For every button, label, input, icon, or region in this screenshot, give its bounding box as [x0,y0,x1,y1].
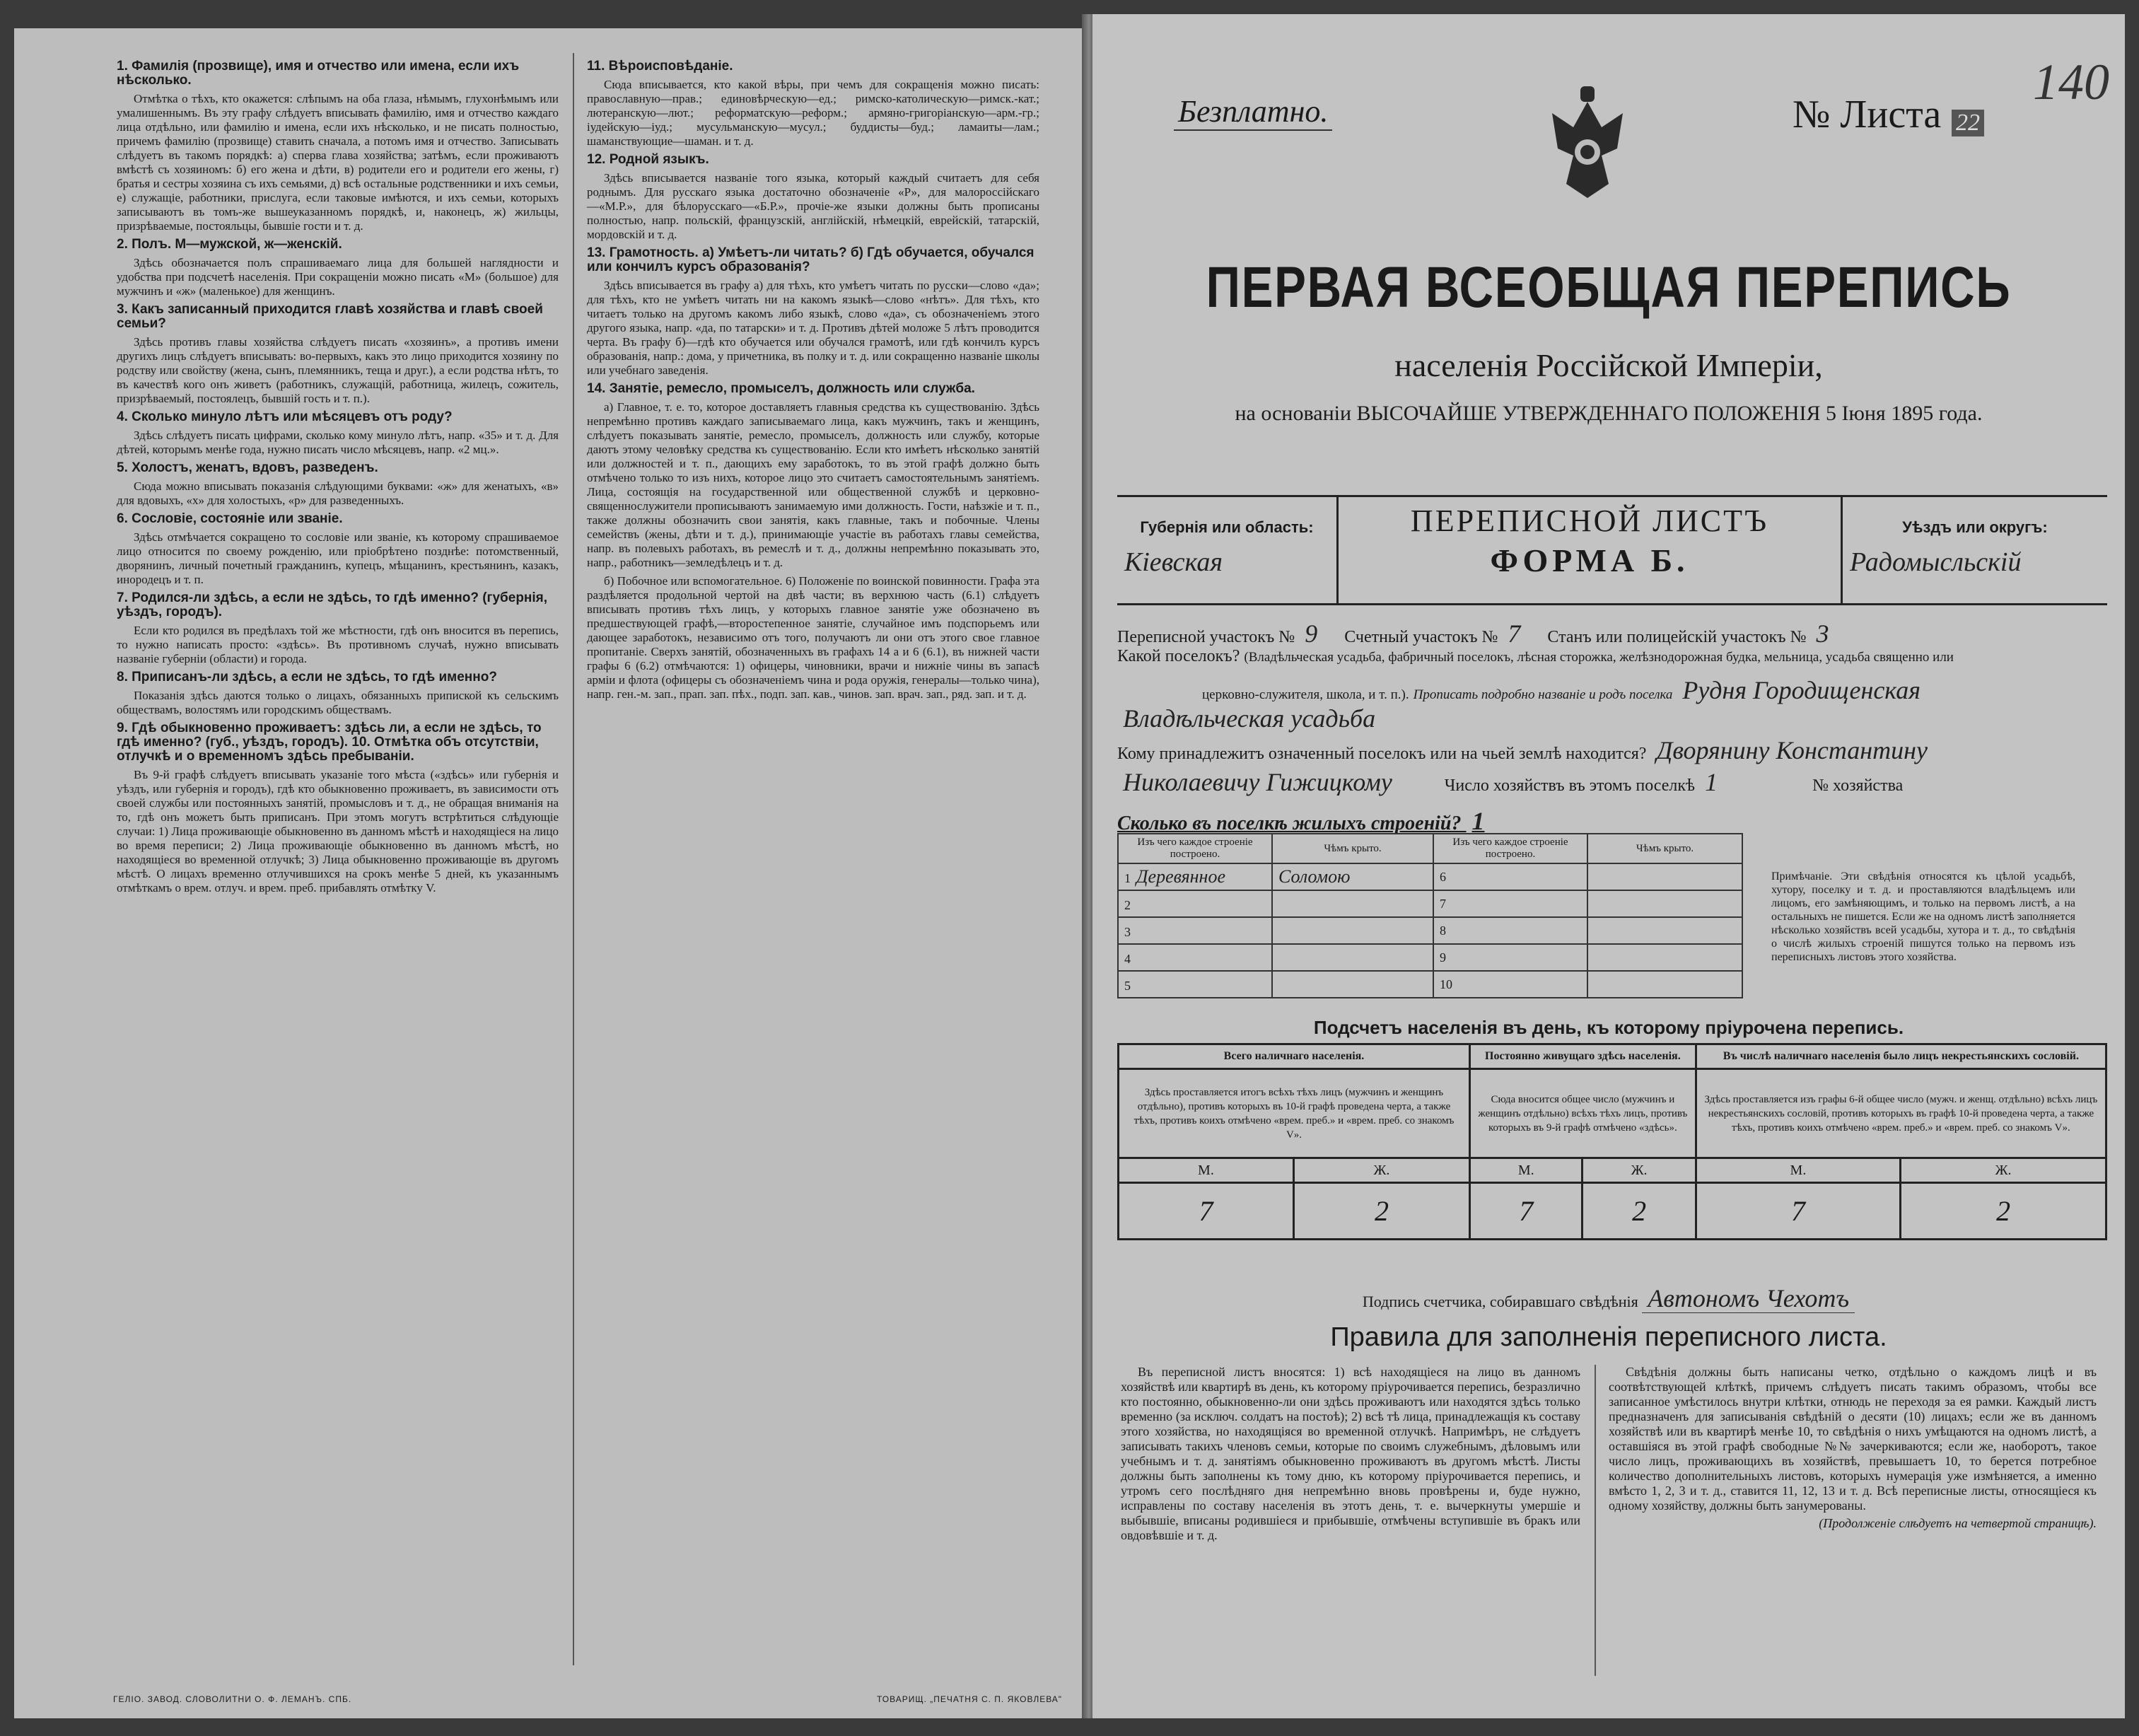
rules-divider [1595,1365,1596,1676]
female-label: Ж. [1293,1158,1469,1183]
pop-desc-permanent: Сюда вносится общее число (мужчинъ и женщинъ отдѣльно) всѣхъ тѣхъ лицъ, противъ которыхъ въ 9-й графѣ отмѣчено «здѣсь». [1469,1069,1696,1158]
pop-head-permanent: Постоянно живущаго здѣсь населенія. [1469,1044,1696,1069]
census-sheet-title: ПЕРЕПИСНОЙ ЛИСТЪ [1410,503,1769,538]
gubernia-cell [1117,497,1339,603]
census-district-value[interactable]: 9 [1305,619,1318,648]
building-roof-empty[interactable] [1587,890,1742,917]
settlement-hint-2: церковно-служителя, школа, и т. п.). [1202,687,1409,702]
uezd-label: Уѣздъ или округъ: [1902,518,2048,536]
pop-desc-total: Здѣсь проставляется итогъ всѣхъ тѣхъ лицъ (мужчинъ и женщинъ отдѣльно), противъ которыхъ въ 10-й графѣ проведена черта, а также тѣхъ, противъ коихъ отмѣчено «врем. преб.» и «врем. преб. со знакомъ V». [1119,1069,1470,1158]
buildings-table [1117,833,1743,998]
population-count-table [1117,1043,2107,1240]
households-value[interactable]: 1 [1705,768,1718,796]
owner-line [1117,735,1933,765]
gubernia-label: Губернія или область: [1140,518,1314,536]
gubernia-value[interactable]: Кіевская [1124,547,1223,577]
settlement-instruction: Прописать подробно названіе и родъ поселка [1413,687,1673,702]
building-roof-empty[interactable] [1587,944,1742,971]
building-material-cell[interactable] [1118,971,1272,998]
instruction-text: Здѣсь слѣдуетъ писать цифрами, сколько кому минуло лѣтъ, напр. «35» и т. д. Для дѣтей, которымъ менѣе года, нужно писать число мѣсяцевъ, напр. «2 мц.». [117,429,559,456]
buildings-head-roof-2: Чѣмъ крыто. [1587,834,1742,863]
archive-page-mark: 140 [2033,54,2109,110]
male-label: М. [1469,1158,1583,1183]
buildings-head-material-2: Изъ чего каждое строеніе построено. [1433,834,1587,863]
building-number-2: 7 [1433,890,1587,917]
form-legal-basis: на основаніи ВЫСОЧАЙШЕ УТВЕРЖДЕННАГО ПОЛОЖЕНІЯ 5 Іюня 1895 года. [1235,402,1983,425]
instruction-heading: 5. Холостъ, женатъ, вдовъ, разведенъ. [117,460,378,475]
rules-right-text: Свѣдѣнія должны быть написаны четко, отдѣльно о каждомъ лицѣ и въ соотвѣтствующей клѣткѣ, причемъ слѣдуетъ писать такимъ образомъ, чтобы все записанное умѣстилось внутри клѣтки, отнюдь не переходя за ея рамки. Каждый листъ предназначенъ для записыванія свѣдѣній о десяти (10) лицахъ; если же въ данномъ хозяйствѣ или въ квартирѣ менѣе 10, то свѣдѣнія о нихъ умѣщаются на одномъ листѣ, а оставшіяся въ этой графѣ свободные №№ зачеркиваются; если же, наоборотъ, такое число лицъ, проживающихъ въ хозяйствѣ, превышаетъ 10, то берется потребное количество дополнительныхъ листовъ, которыхъ нумерація уже измѣняется, а именно вмѣсто 1, 2, 3 и т. д., ставится 11, 12, 13 и т. д. Всѣ переписные листы, относящіеся къ одному хозяйству, должны быть занумерованы. [1609,1365,2097,1513]
count-district-value[interactable]: 7 [1508,619,1521,648]
instruction-heading: 8. Приписанъ-ли здѣсь, а если не здѣсь, то гдѣ именно? [117,670,497,685]
instruction-heading: 12. Родной языкъ. [587,152,709,167]
column-divider [573,53,574,1665]
male-label: М. [1119,1158,1294,1183]
buildings-head-roof: Чѣмъ крыто. [1272,834,1433,863]
instruction-heading: 1. Фамилія (прозвище), имя и отчество или имена, если ихъ нѣсколько. [117,59,520,88]
uezd-cell [1843,497,2107,603]
instructions-column-2 [587,57,1039,706]
enumerator-signature-line [1092,1283,2125,1313]
form-main-title: ПЕРВАЯ ВСЕОБЩАЯ ПЕРЕПИСЬ [1206,255,2012,320]
instruction-text: а) Главное, т. е. то, которое доставляетъ главныя средства къ существованію. Здѣсь непремѣнно противъ каждаго записываемаго лица, какъ мужчинъ, такъ и женщинъ, слѣдуетъ показывать занятіе, ремесло, промыселъ, должность или службу, которые даютъ этому человѣку средства къ существованію. Если кто имѣетъ нѣсколько занятій или должностей и т. п., дающихъ ему заработокъ, то въ этой графѣ должно быть отмѣчено только то изъ нихъ, которое лицо это считаетъ самостоятельнымъ занятіемъ. Лица, состоящія на государственной или общественной службѣ и церковно-священнослужители прописываютъ занимаемую ими должность. Гости, наѣзжіе и т. п., также должны обозначить свои занятія, какъ главные, такъ и побочные. Члены семействъ (жены, дѣти и т. д.), принимающіе участіе въ работахъ главы семейства, напр. въ полевыхъ работахъ, въ ремеслѣ и т. д., должны непремѣнно показывать это, напр., работникъ—земледѣлецъ и т. д. [587,400,1039,569]
building-number-2: 9 [1433,944,1587,971]
instruction-text: Если кто родился въ предѣлахъ той же мѣстности, гдѣ онъ вносится въ перепись, то нужно написать просто: «здѣсь». Въ противномъ случаѣ, нужно вписывать названіе губерніи (области) и города. [117,624,559,665]
buildings-header-row [1118,834,1742,863]
stan-value[interactable]: 3 [1816,619,1829,648]
right-page-census-form [1092,14,2125,1718]
noncrest-male-value[interactable]: 7 [1696,1183,1900,1240]
settlement-line-3 [1117,704,1381,733]
instruction-text: Здѣсь противъ главы хозяйства слѣдуетъ писать «хозяинъ», а противъ имени другихъ лицъ слѣдуетъ вписывать: во-первыхъ, какъ это лицо приходится хозяину по родству или свойству (жена, сынъ, племянникъ, теща и друг.), а если родства нѣтъ, то въ качествѣ кого онъ живетъ (работникъ, служащій, работница, жилецъ, сожитель, призрѣваемый, постоялецъ, бывшій гость и т. п.). [117,335,559,405]
building-number-2: 6 [1433,863,1587,890]
instruction-heading: 9. Гдѣ обыкновенно проживаетъ: здѣсь ли, а если не здѣсь, то гдѣ именно? (губ., уѣздъ, городъ). 10. Отмѣтка объ отсутствіи, отлучкѣ и о временномъ здѣсь пребываніи. [117,721,542,764]
buildings-count-line [1117,806,1491,836]
permanent-female-value[interactable]: 2 [1583,1183,1696,1240]
owner-value-1[interactable]: Дворянину Константину [1656,736,1928,764]
instruction-heading: 6. Сословіе, состояніе или званіе. [117,511,343,526]
uezd-value[interactable]: Радомысльскій [1850,547,2022,577]
instruction-text: Здѣсь вписывается названіе того языка, который каждый считаетъ для себя роднымъ. Для русскаго языка достаточно обозначеніе «Р», для малороссійскаго—«М.Р.», для бѣлорусскаго—«Б.Р.», прочіе-же языки должны быть прописаны полностью, напр. польскій, французскій, англійскій, нѣмецкій, еврейскій, татарскій, мордовскій и т. д. [587,171,1039,241]
printer-footer-right: ТОВАРИЩ. „ПЕЧАТНЯ С. П. ЯКОВЛЕВА" [877,1694,1063,1704]
left-page-instructions [14,28,1085,1718]
instruction-text: Сюда можно вписывать показанія слѣдующими буквами: «ж» для женатыхъ, «в» для вдовыхъ, «х» для холостыхъ, «р» для разведенныхъ. [117,479,559,507]
female-label: Ж. [1901,1158,2106,1183]
rules-continuation: (Продолженіе слѣдуетъ на четвертой страницѣ). [1819,1516,2097,1530]
population-desc-row [1119,1069,2106,1158]
building-roof-empty[interactable] [1587,863,1742,890]
instruction-heading: 13. Грамотность. а) Умѣетъ-ли читать? б) Гдѣ обучается, обучался или кончилъ курсъ образованія? [587,245,1034,274]
buildings-value[interactable]: 1 [1471,807,1485,835]
building-number: 4 [1124,952,1131,966]
settlement-line [1117,647,1954,666]
count-district-label: Счетный участокъ № [1344,628,1498,646]
building-material-cell[interactable] [1118,944,1272,971]
building-roof-empty[interactable] [1587,971,1742,998]
total-female-value[interactable]: 2 [1293,1183,1469,1240]
instruction-text: б) Побочное или вспомогательное. 6) Положеніе по воинской повинности. Графа эта раздѣляется продольной чертой на двѣ части; въ верхнюю часть (6.1) слѣдуетъ вписывать противъ тѣхъ лицъ, у которыхъ главное занятіе уже обозначено въ предшествующей графѣ,—второстепенное занятіе, случайное имъ подспорьемъ или дающее заработокъ, независимо отъ того, получаютъ ли они отъ этого свое главное пропитаніе. Сверхъ занятій, обозначенныхъ въ графахъ 14 а и 6 (6.1), въ нижней части графы 6 (6.2) отмѣчаются: 1) офицеры, чиновники, врачи и нижніе чины въ запасѣ арміи и флота (офицеры съ обозначеніемъ чина и рода оружія, генералы—только чина), напр. ген.-м. зап., прап. зап. пѣх., подп. зап. кав., чинов. зап. врач. зап., ряд. зап. и т. д. [587,574,1039,701]
district-line [1117,619,1835,648]
households-label: Число хозяйствъ въ этомъ поселкѣ [1444,776,1696,795]
owner-label: Кому принадлежитъ означенный поселокъ или на чьей землѣ находится? [1117,745,1647,763]
building-number: 3 [1124,925,1131,939]
building-number: 5 [1124,979,1131,993]
form-subtitle: населенія Россійской Имперіи, [1394,347,1823,383]
population-values-row [1119,1183,2106,1240]
population-count-title: Подсчетъ населенія въ день, къ которому пріурочена перепись. [1313,1017,1904,1038]
building-material-value[interactable] [1131,893,1142,914]
male-label: М. [1696,1158,1900,1183]
form-type-cell [1339,497,1843,603]
building-roof-value[interactable]: Соломою [1272,863,1433,890]
building-material-cell[interactable] [1118,917,1272,944]
building-material-value[interactable] [1131,974,1142,994]
instruction-text: Въ 9-й графѣ слѣдуетъ вписывать указаніе того мѣста («здѣсь» или губернія и уѣздъ, или губернія и городъ), гдѣ кто обыкновенно проживаетъ, въ зависимости отъ своей службы или постоянныхъ занятій, промысловъ и т. д., не обращая вниманія на то, гдѣ онъ можетъ быть приписанъ. При этомъ могутъ встрѣтиться слѣдующіе случаи: 1) Лица проживающіе обыкновенно въ данномъ мѣстѣ и находящіеся на лицо во время переписи; 2) Лица проживающіе обыкновенно въ данномъ мѣстѣ, но находящіеся во временной отлучкѣ; 3) Лица обыкновенно проживающіе въ другомъ мѣстѣ. О лицахъ временно отлучившихся на срокъ менѣе 5 дней, къ указаннымъ отмѣткамъ о врем. отлуч. и врем. преб. прибавлять отмѣтку V. [117,768,559,895]
buildings-body [1118,863,1742,998]
instruction-text: Отмѣтка о тѣхъ, кто окажется: слѣпымъ на оба глаза, нѣмымъ, глухонѣмымъ или умалишеннымъ. Въ эту графу слѣдуетъ вписывать фамилію, имя и отчество каждаго лица отдѣльно, или фамилію и имена, если ихъ нѣсколько, и не писать полностью, причемъ фамилію (прозвище) ставить сначала, а потомъ имя и отчество. Записывать слѣдуетъ въ такомъ порядкѣ: а) сперва глава хозяйства; затѣмъ, если проживаютъ вмѣстѣ съ хозяиномъ: б) его жена и дѣти, в) родители его и родители его жены, г) братья и сестры хозяина съ ихъ семьями, д) всѣ остальные родственники и ихъ семьи, е) служащіе, работники, прислуга, если таковые имѣются, и ихъ семьи, которыхъ записываютъ въ томъ-же вышеуказанномъ порядкѣ, и, наконецъ, ж) жильцы, призрѣваемые, постояльцы, бывшіе гости и т. д. [117,92,559,233]
buildings-label: Сколько въ поселкѣ жилыхъ строеній? [1117,812,1462,834]
sheet-number-label: № Листа [1793,93,1942,136]
buildings-row [1118,944,1742,971]
building-number-2: 10 [1433,971,1587,998]
owner-value-2[interactable]: Николаевичу Гижицкому [1123,768,1392,796]
building-material-value[interactable] [1131,920,1142,940]
pop-head-total: Всего наличнаго населенія. [1119,1044,1470,1069]
free-of-charge-label: Безплатно. [1174,93,1332,131]
permanent-male-value[interactable]: 7 [1469,1183,1583,1240]
instruction-heading: 7. Родился-ли здѣсь, а если не здѣсь, то гдѣ именно? (губернія, уѣздъ, городъ). [117,590,548,619]
stan-label: Станъ или полицейскій участокъ № [1547,628,1807,646]
settlement-line-2 [1117,675,1926,705]
rules-title: Правила для заполненія переписного листа. [1330,1322,1887,1352]
buildings-note: Примѣчаніе. Эти свѣдѣнія относятся къ цѣлой усадьбѣ, хутору, поселку и т. д. и проставляются владѣльцемъ или лицомъ, его замѣняющимъ, и только на первомъ листѣ, а на остальныхъ не пишется. Если же на одномъ листѣ заполняется нѣсколько хозяйствъ всей усадьбы, хутора и т. д., то свѣдѣнія о числѣ жилыхъ строеній пишутся только на первомъ изъ переписныхъ листовъ этого хозяйства. [1771,870,2075,963]
building-material-cell[interactable] [1118,863,1272,890]
signature-value[interactable]: Автономъ Чехотъ [1642,1284,1855,1313]
total-male-value[interactable]: 7 [1119,1183,1294,1240]
form-header-box [1117,495,2107,605]
owner-line-2 [1117,767,1903,797]
instruction-text: Сюда вписывается, кто какой вѣры, при чемъ для сокращенія можно писать: православную—прав.; единовѣрческую—ед.; римско-католическую—римск.-кат.; лютеранскую—лют.; реформатскую—реформ.; армяно-григоріанскую—арм.-гр.; іудейскую—іуд.; мусульманскую—мусул.; буддисты—буд.; ламаиты—лам.; шаманствующие—шаман. и т. д. [587,78,1039,148]
building-roof-value[interactable] [1272,944,1433,971]
instruction-text: Здѣсь отмѣчается сокращено то сословіе или званіе, къ которому спрашиваемое лицо относится по своему рожденію, или пріобрѣтено позднѣе: потомственный, дворянинъ, личный почетный гражданинъ, купецъ, мѣщанинъ, крестьянинъ, казакъ, инородецъ и т. п. [117,530,559,586]
building-material-value[interactable]: Деревянное [1136,866,1225,887]
instruction-text: Здѣсь вписывается въ графу а) для тѣхъ, кто умѣетъ читать по русски—слово «да»; для тѣхъ, кто не умѣетъ читать ни на какомъ языкѣ—слово «нѣтъ». Для тѣхъ, кто читаетъ только на другомъ какомъ либо языкѣ, слово «да», съ обозначеніемъ этого другого языка, напр. «да, по татарски» и т. д. Противъ дѣтей моложе 5 лѣтъ проводится черта. Въ графу б)—гдѣ кто обучается или обучался грамотѣ, или гдѣ кончилъ курсъ образованія, напр.: дома, у причетника, въ полку и т. д. или сокращенно названіе школы или учебнаго заведенія. [587,279,1039,377]
buildings-row [1118,971,1742,998]
imperial-eagle-emblem [1545,85,1630,205]
building-number: 2 [1124,898,1131,912]
rules-column-right [1609,1365,2097,1534]
rules-left-text: Въ переписной листъ вносятся: 1) всѣ находящіеся на лицо въ данномъ хозяйствѣ или квартирѣ въ день, къ которому пріурочивается перепись, безразлично кто постоянно, обыкновенно-ли они здѣсь проживаютъ или находятся здѣсь только временно (за исключ. солдатъ на постоѣ); 2) всѣ тѣ лица, принадлежащія къ составу этого хозяйства, но находящіяся во временной отлучкѣ. Напримѣръ, не слѣдуетъ записывать такихъ членовъ семьи, которые по своимъ служебнымъ, дѣловымъ или учебнымъ и т. д. занятіямъ обыкновенно проживаютъ въ другомъ мѣстѣ. Листы должны быть заполнены къ тому дню, къ которому пріурочивается перепись, и утромъ сего послѣдняго дня непремѣнно вновь провѣрены и, буде нужно, исправлены по составу населенія въ этотъ день, т. е. вычеркнуты умершіе и выбывшіе, вписаны родившіеся и прибывшіе, отмѣчены вступившіе въ бракъ или овдовѣвшіе и т. д. [1121,1365,1580,1542]
instruction-heading: 3. Какъ записанный приходится главѣ хозяйства и главѣ своей семьи? [117,302,543,331]
pop-head-noncrest: Въ числѣ наличнаго населенія было лицъ некрестьянскихъ сословій. [1696,1044,2106,1069]
noncrest-female-value[interactable]: 2 [1901,1183,2106,1240]
building-material-value[interactable] [1131,947,1142,967]
building-roof-empty[interactable] [1587,917,1742,944]
instruction-heading: 4. Сколько минуло лѣтъ или мѣсяцевъ отъ роду? [117,409,453,424]
buildings-row [1118,890,1742,917]
building-roof-value[interactable] [1272,890,1433,917]
buildings-head-material: Изъ чего каждое строеніе построено. [1118,834,1272,863]
building-number-2: 8 [1433,917,1587,944]
instruction-text: Показанія здѣсь даются только о лицахъ, обязанныхъ припиской къ сельскимъ обществамъ, волостямъ или городскимъ обществамъ. [117,689,559,716]
settlement-value-2[interactable]: Владѣльческая усадьба [1123,704,1376,733]
printer-footer-left: ГЕЛІО. ЗАВОД. СЛОВОЛИТНИ О. Ф. ЛЕМАНЪ. СПБ. [113,1694,352,1704]
buildings-row [1118,917,1742,944]
population-head-row [1119,1044,2106,1069]
population-mf-row [1119,1158,2106,1183]
buildings-row [1118,863,1742,890]
sheet-number-value: 22 [1952,110,1984,136]
pop-desc-noncrest: Здѣсь проставляется изъ графы 6-й общее число (мужч. и женщ. отдѣльно) всѣхъ лицъ некрестьянскихъ сословій, противъ которыхъ въ графѣ 10-й проведена черта, а также тѣхъ, противъ коихъ отмѣчено «врем. преб.» и «врем. преб. со знакомъ V». [1696,1069,2106,1158]
rules-column-left [1121,1365,1580,1546]
instruction-text: Здѣсь обозначается полъ спрашиваемаго лица для большей наглядности и удобства при подсчетѣ населенія. При сокращеніи можно писать «М» (большое) для мужчинъ и «ж» (маленькое) для женщинъ. [117,256,559,298]
instructions-column-1 [117,57,559,899]
instruction-heading: 14. Занятіе, ремесло, промыселъ, должность или служба. [587,381,975,396]
household-number-label: № хозяйства [1812,776,1904,795]
census-district-label: Переписной участокъ № [1117,628,1295,646]
settlement-hint-1: (Владѣльческая усадьба, фабричный поселокъ, лѣсная сторожка, желѣзнодорожная будка, мельница, усадьба священно или [1244,650,1954,665]
form-b-title: ФОРМА Б. [1490,542,1689,578]
settlement-value-1[interactable]: Рудня Городищенская [1682,676,1921,704]
instruction-heading: 11. Вѣроисповѣданіе. [587,59,733,74]
signature-label: Подпись счетчика, собиравшаго свѣдѣнія [1362,1293,1638,1310]
building-roof-value[interactable] [1272,917,1433,944]
building-material-cell[interactable] [1118,890,1272,917]
instruction-heading: 2. Полъ. М—мужской, ж—женскій. [117,237,342,252]
building-roof-value[interactable] [1272,971,1433,998]
building-number: 1 [1124,871,1131,885]
female-label: Ж. [1583,1158,1696,1183]
settlement-label: Какой поселокъ? [1117,647,1240,665]
